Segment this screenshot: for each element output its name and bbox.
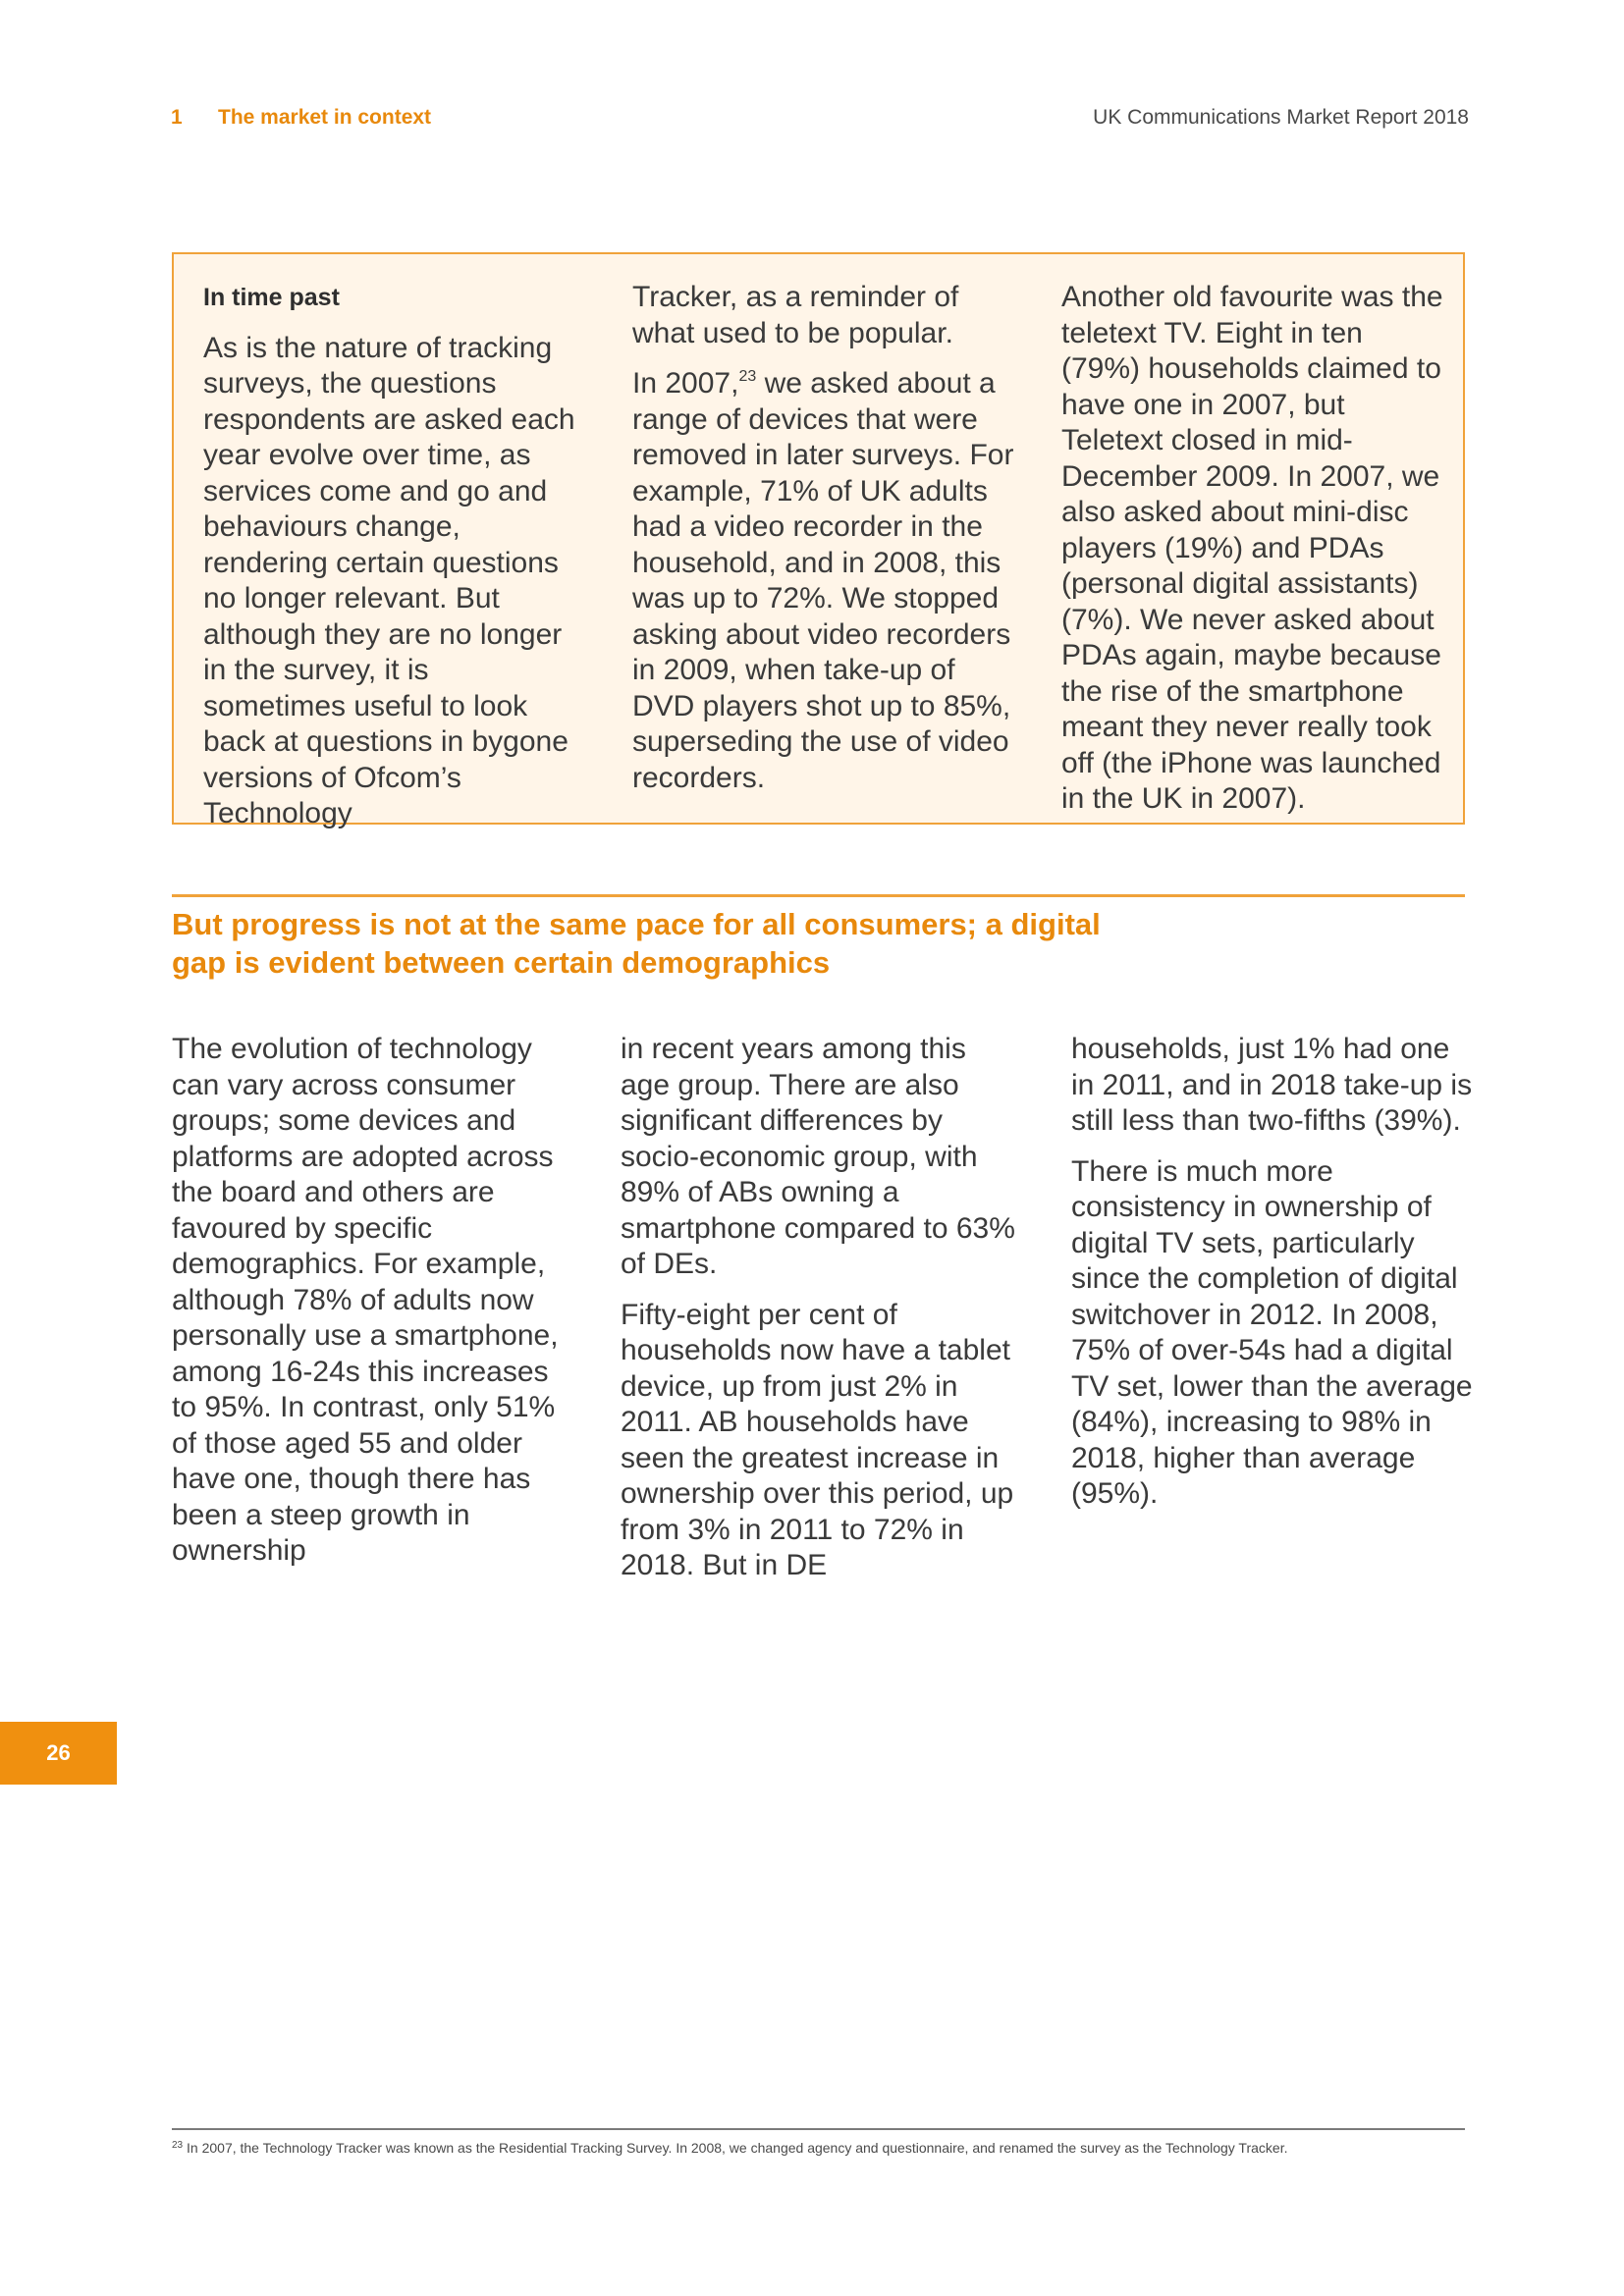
section-heading: [172, 905, 1154, 982]
box-paragraph: [632, 366, 1025, 796]
body-paragraph: Fifty-eight per cent of households now have a tablet device, up from just 2% in 2011. AB households have seen the greatest increase in ownership over this period, up from 3% in 2011 to 72% in 2018. But in DE: [621, 1298, 1014, 1581]
box-paragraph: Another old favourite was the teletext TV. Eight in ten (79%) households claimed to have one in 2007, but Teletext closed in mid-December 2009. In 2007, we also asked about mini-disc players (19%) and PDAs (personal digital assistants) (7%). We never asked about PDAs again, maybe because the rise of the smartphone meant they never really took off (the iPhone was launched in the UK in 2007).: [1061, 281, 1443, 815]
chapter-number: 1: [171, 106, 183, 129]
section-rule: [172, 894, 1465, 897]
body-paragraph: The evolution of technology can vary across consumer groups; some devices and platforms are adopted across the board and others are favoured by specific demographics. For example, although 78% of adults now personally use a smartphone, among 16-24s this increases to 95%. In contrast, only 51% of those aged 55 and older have one, though there has been a steep growth in ownership: [172, 1033, 559, 1567]
running-header-chapter: [171, 106, 431, 130]
box-paragraph: As is the nature of tracking surveys, the questions respondents are asked each year evolve over time, as services come and go and behaviours change, rendering certain questions no longer relevant. But although they are no longer in the survey, it is sometimes useful to look back at questions in bygone versions of Ofcom’s Technology: [203, 331, 575, 829]
text-run: we asked about a range of devices that were removed in later surveys. For example, 71% of UK adults had a video recorder in the household, and in 2008, this was up to 72%. We stopped asking about video recorders in 2009, when take-up of DVD players shot up to 85%, superseding the use of video recorders.: [632, 367, 1014, 794]
heading-line: gap is evident between certain demographics: [172, 945, 831, 980]
box-paragraph: Tracker, as a reminder of what used to be popular.: [632, 281, 959, 349]
in-time-past-box: [172, 252, 1465, 829]
report-title: UK Communications Market Report 2018: [1093, 106, 1469, 129]
body-paragraph: households, just 1% had one in 2011, and in 2018 take-up is still less than two-fifths (39%).: [1071, 1033, 1473, 1137]
body-column-1: [172, 1032, 574, 1584]
footnote-number: 23: [172, 2140, 184, 2151]
box-column-2: [632, 280, 1025, 811]
body-column-2: [621, 1032, 1023, 1599]
text-run: In 2007,: [632, 367, 739, 400]
box-title: In time past: [203, 284, 340, 311]
box-column-3: [1061, 280, 1446, 832]
body-paragraph: in recent years among this age group. There are also significant differences by socio-economic group, with 89% of ABs owning a smartphone compared to 63% of DEs.: [621, 1033, 1015, 1280]
footnote: [172, 2140, 1465, 2156]
chapter-title: The market in context: [218, 106, 432, 129]
footnote-text: In 2007, the Technology Tracker was known as the Residential Tracking Survey. In 2008, we changed agency and questionnaire, and renamed the survey as the Technology Tracker.: [183, 2140, 1288, 2156]
body-column-3: [1071, 1032, 1474, 1527]
body-paragraph: There is much more consistency in ownership of digital TV sets, particularly since the completion of digital switchover in 2012. In 2008, 75% of over-54s had a digital TV set, lower than the average (84%), increasing to 98% in 2018, higher than average (95%).: [1071, 1154, 1473, 1510]
heading-line: But progress is not at the same pace for all consumers; a digital: [172, 907, 1101, 941]
page-number: 26: [0, 1722, 117, 1785]
box-column-1: [203, 280, 576, 847]
footnote-rule: [172, 2128, 1465, 2130]
footnote-ref[interactable]: 23: [738, 368, 757, 385]
